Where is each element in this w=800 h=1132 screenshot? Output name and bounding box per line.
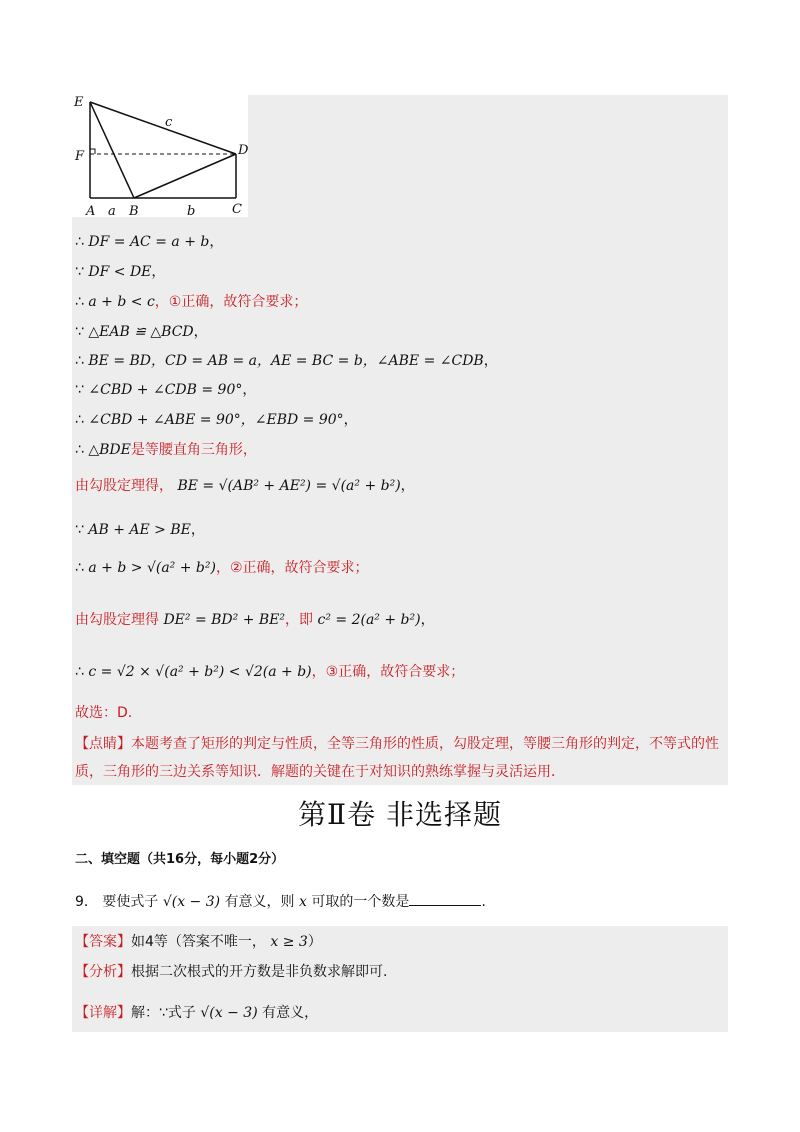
analysis-text: 根据二次根式的开方数是非负数求解即可. xyxy=(131,964,388,980)
math-expression: c = √2 × √(a² + b²) < √2(a + b) xyxy=(88,664,312,680)
math-expression: BE = √(AB² + AE²) = √(a² + b²) xyxy=(177,478,401,494)
question-text-post: 有意义，则 xyxy=(224,894,295,910)
solution-line-6 xyxy=(75,380,256,400)
solution-line-10 xyxy=(75,520,205,540)
answer-end: ） xyxy=(307,934,322,950)
answer-line xyxy=(75,932,322,952)
solution-line-5 xyxy=(75,351,498,371)
question-text-post2: 可取的一个数是 xyxy=(311,894,410,910)
because-symbol: ∵ xyxy=(75,324,84,340)
question-number: 9． xyxy=(75,894,98,910)
solution-line-9 xyxy=(75,476,415,496)
section-title: 第Ⅱ卷 非选择题 xyxy=(298,798,502,831)
solution-line-11 xyxy=(75,558,369,578)
therefore-symbol: ∴ xyxy=(75,294,84,310)
detail-end: 有意义， xyxy=(262,1005,319,1021)
solution-line-4 xyxy=(75,322,208,342)
punct: ， xyxy=(400,478,415,494)
solution-line-3 xyxy=(75,292,307,312)
label-a: a xyxy=(108,204,116,218)
math-expression: a + b < c xyxy=(88,294,155,310)
punct: ， xyxy=(343,412,358,428)
math-expression: ∠CBD + ∠ABE = 90°，∠EBD = 90° xyxy=(88,412,344,428)
punct: ， xyxy=(151,264,166,280)
punct: ， xyxy=(193,324,208,340)
solution-line-12 xyxy=(75,610,435,630)
solution-line-13 xyxy=(75,662,464,682)
detail-text: 解：∵式子 xyxy=(131,1005,196,1021)
label-C: C xyxy=(232,202,242,217)
math-expression: DE² = BD² + BE² xyxy=(163,612,286,628)
therefore-symbol: ∴ xyxy=(75,664,84,680)
question-text-pre: 要使式子 xyxy=(102,894,159,910)
math-expression: ∠CBD + ∠CDB = 90° xyxy=(88,382,243,398)
label-E: E xyxy=(74,95,84,110)
geometry-figure xyxy=(72,92,252,218)
because-symbol: ∵ xyxy=(75,382,84,398)
pythagoras-text: 由勾股定理得， xyxy=(75,478,173,494)
detail-radical: √(x − 3) xyxy=(200,1005,258,1021)
question-9 xyxy=(75,891,486,912)
label-F: F xyxy=(75,149,85,164)
therefore-symbol: ∴ xyxy=(75,353,84,369)
detail-tag: 【详解】 xyxy=(75,1005,131,1021)
therefore-symbol: ∴ xyxy=(75,560,84,576)
conclusion-text: 是等腰直角三角形， xyxy=(130,442,257,458)
detail-line xyxy=(75,1003,318,1023)
math-expression: DF < DE xyxy=(88,264,152,280)
conclusion-text: ，③正确，故符合要求； xyxy=(311,664,465,680)
therefore-symbol: ∴ xyxy=(75,412,84,428)
answer-tag: 【答案】 xyxy=(75,934,131,950)
label-D: D xyxy=(238,143,249,158)
variable-x: x xyxy=(299,894,307,910)
therefore-symbol: ∴ xyxy=(75,442,84,458)
punct: ， xyxy=(209,234,224,250)
label-A: A xyxy=(86,204,96,218)
pythagoras-text: 由勾股定理得 xyxy=(75,612,159,628)
solution-shade-top xyxy=(248,95,728,217)
radical-expression: √(x − 3) xyxy=(162,894,221,910)
conclusion-text: ，①正确，故符合要求； xyxy=(154,294,308,310)
math-expression: BE = BD，CD = AB = a，AE = BC = b，∠ABE = ∠CDB xyxy=(88,353,484,369)
comment-tag: 【点睛】 xyxy=(75,736,131,752)
comment-text: 本题考查了矩形的判定与性质，全等三角形的性质，勾股定理，等腰三角形的判定，不等式的性质，三角形的三边关系等知识．解题的关键在于对知识的熟练掌握与灵活运用． xyxy=(75,736,719,780)
solution-line-1 xyxy=(75,232,223,252)
math-expression: DF = AC = a + b xyxy=(88,234,210,250)
question-end: . xyxy=(481,894,486,910)
connector-text: ，即 xyxy=(285,612,314,628)
answer-blank[interactable] xyxy=(409,891,481,906)
answer-text: 如4等（答案不唯一， xyxy=(131,934,266,950)
math-expression: △EAB ≌ △BCD xyxy=(88,324,194,340)
comment-block xyxy=(75,730,730,786)
math-expression-2: c² = 2(a² + b²) xyxy=(317,612,421,628)
analysis-tag: 【分析】 xyxy=(75,964,131,980)
because-symbol: ∵ xyxy=(75,522,84,538)
conclusion-text: ，②正确，故符合要求； xyxy=(215,560,369,576)
math-expression: a + b > √(a² + b²) xyxy=(88,560,216,576)
choice-line: 故选：D. xyxy=(75,705,133,721)
label-c: c xyxy=(165,115,173,130)
punct: ， xyxy=(190,522,205,538)
therefore-symbol: ∴ xyxy=(75,234,84,250)
punct: ， xyxy=(420,612,435,628)
punct: ， xyxy=(483,353,498,369)
math-expression: △BDE xyxy=(88,442,131,458)
solution-line-7 xyxy=(75,410,358,430)
solution-line-8 xyxy=(75,440,257,460)
math-expression: AB + AE > BE xyxy=(88,522,191,538)
because-symbol: ∵ xyxy=(75,264,84,280)
punct: ， xyxy=(242,382,257,398)
part-heading: 二、填空题（共16分，每小题2分） xyxy=(75,852,285,867)
analysis-line xyxy=(75,962,387,982)
solution-line-2 xyxy=(75,262,165,282)
label-b: b xyxy=(187,204,196,218)
label-B: B xyxy=(129,204,139,218)
answer-math: x ≥ 3 xyxy=(270,934,308,950)
